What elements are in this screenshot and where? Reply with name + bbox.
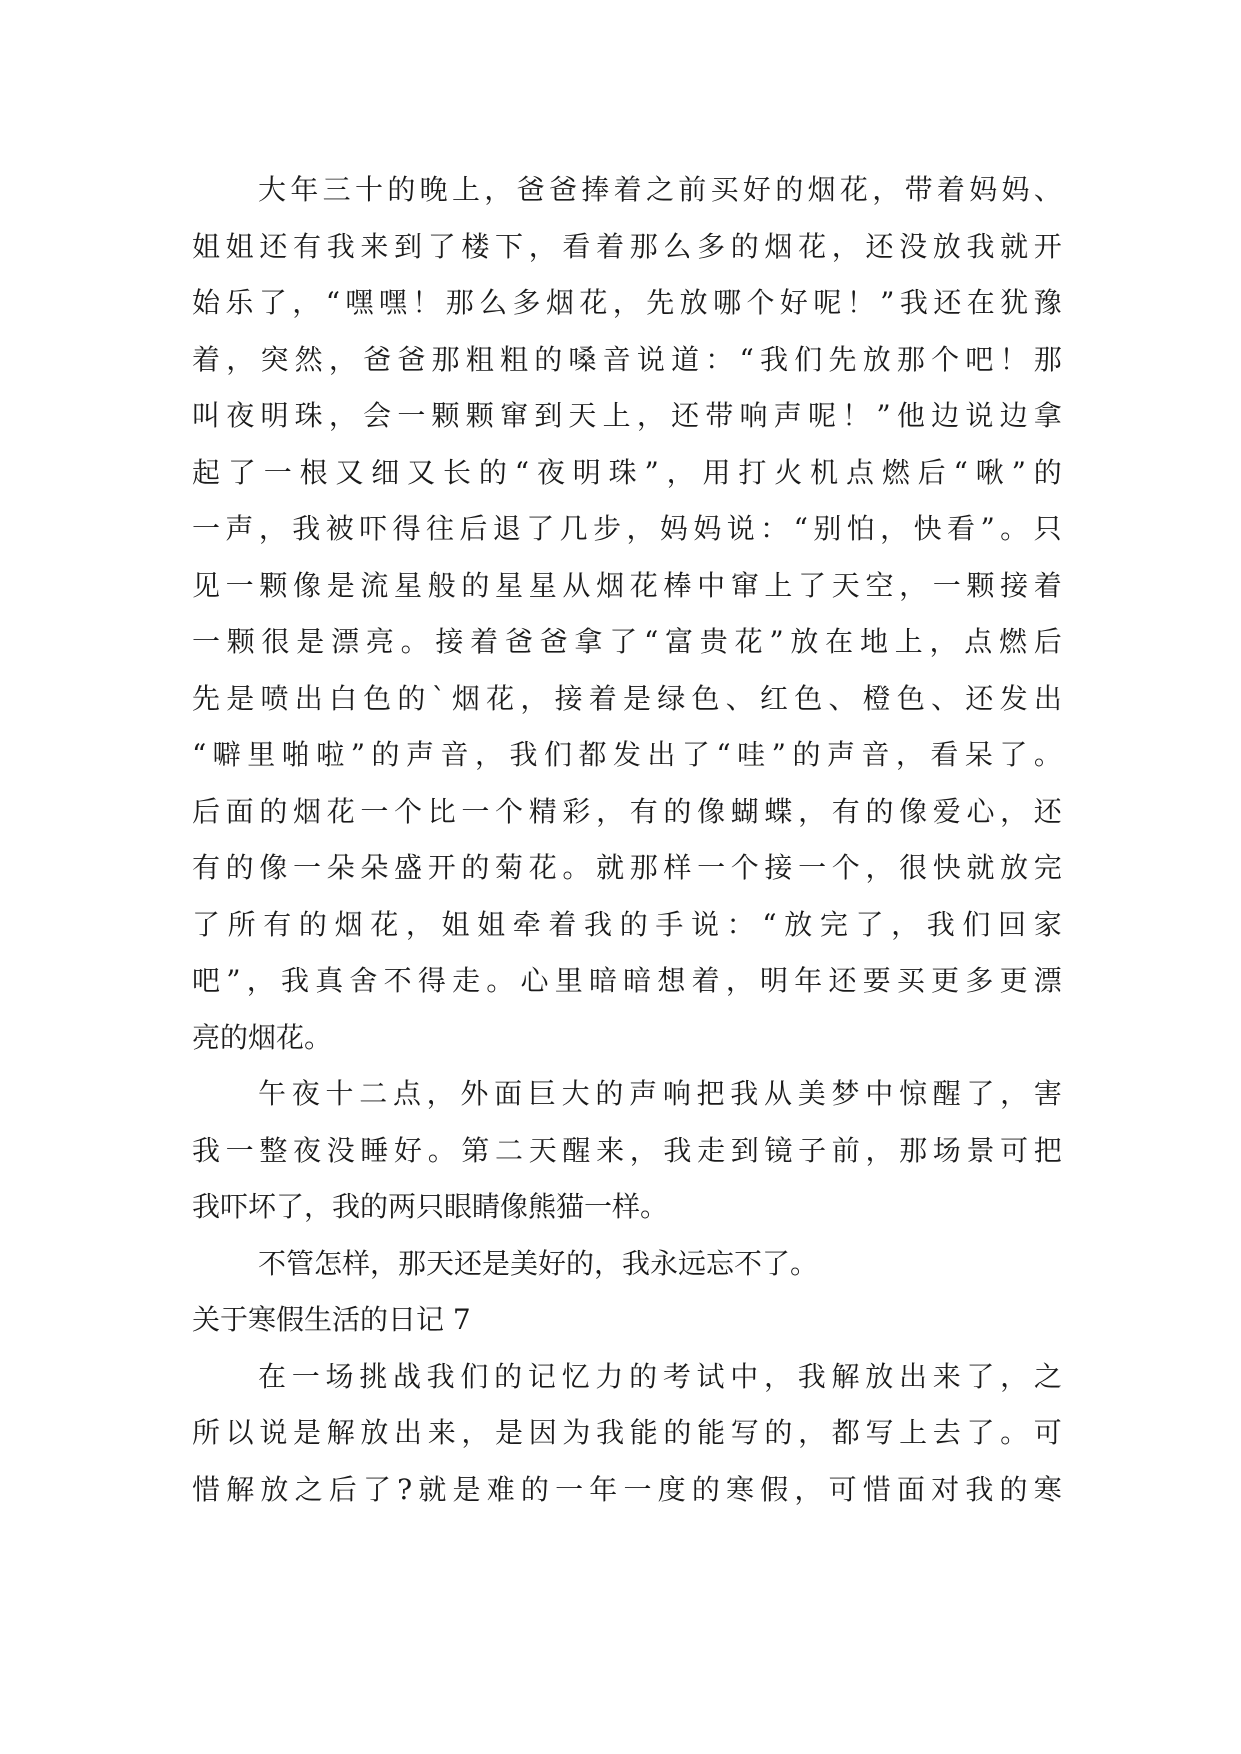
text-line: 起 了 一 根 又 细 又 长 的 “ 夜 明 珠 ” ， 用 打 火 机 点 燃 后 “ 啾 ” 的 <box>192 455 1062 489</box>
text-line: 见 一 颗 像 是 流 星 般 的 星 星 从 烟 花 棒 中 窜 上 了 天 空 ， 一 颗 接 着 <box>192 568 1062 602</box>
text-line: 吧 ” ， 我 真 舍 不 得 走 。 心 里 暗 暗 想 着 ， 明 年 还 要 买 更 多 更 漂 <box>192 964 1062 997</box>
text-line: 大 年 三 十 的 晚 上 ， 爸 爸 捧 着 之 前 买 好 的 烟 花 ， 带 着 妈 妈 、 <box>258 173 1062 206</box>
text-line: 先 是 喷 出 白 色 的 ` 烟 花 ， 接 着 是 绿 色 、 红 色 、 橙 色 、 还 发 出 <box>192 681 1062 715</box>
text-line: 一 声 ， 我 被 吓 得 往 后 退 了 几 步 ， 妈 妈 说 ： “ 别 怕 ， 快 看 ” 。 只 <box>192 512 1062 545</box>
section-heading: 关于寒假生活的日记 7 <box>192 1303 471 1336</box>
text-line: 有 的 像 一 朵 朵 盛 开 的 菊 花 。 就 那 样 一 个 接 一 个 ， 很 快 就 放 完 <box>192 851 1062 884</box>
text-line: 姐 姐 还 有 我 来 到 了 楼 下 ， 看 着 那 么 多 的 烟 花 ， 还 没 放 我 就 开 <box>192 229 1062 263</box>
text-line: 所 以 说 是 解 放 出 来 ， 是 因 为 我 能 的 能 写 的 ， 都 写 上 去 了 。 可 <box>192 1416 1062 1449</box>
text-line: “ 噼 里 啪 啦 ” 的 声 音 ， 我 们 都 发 出 了 “ 哇 ” 的 声 音 ， 看 呆 了 。 <box>192 738 1062 771</box>
text-line: 后 面 的 烟 花 一 个 比 一 个 精 彩 ， 有 的 像 蝴 蝶 ， 有 的 像 爱 心 ， 还 <box>192 794 1062 828</box>
text-line: 我 一 整 夜 没 睡 好 。 第 二 天 醒 来 ， 我 走 到 镜 子 前 ， 那 场 景 可 把 <box>192 1133 1062 1167</box>
text-line: 了 所 有 的 烟 花 ， 姐 姐 牵 着 我 的 手 说 ： “ 放 完 了 ， 我 们 回 家 <box>192 907 1062 941</box>
text-line: 亮的烟花。 <box>192 1020 333 1054</box>
text-line: 午 夜 十 二 点 ， 外 面 巨 大 的 声 响 把 我 从 美 梦 中 惊 醒 了 ， 害 <box>258 1077 1062 1110</box>
text-line: 一 颗 很 是 漂 亮 。 接 着 爸 爸 拿 了 “ 富 贵 花 ” 放 在 地 上 ， 点 燃 后 <box>192 625 1062 658</box>
text-line: 不管怎样，那天还是美好的，我永远忘不了。 <box>258 1246 819 1280</box>
document-body <box>192 162 1062 1518</box>
text-line: 始 乐 了 ， “ 嘿 嘿 ！ 那 么 多 烟 花 ， 先 放 哪 个 好 呢 ！ ” 我 还 在 犹 豫 <box>192 286 1062 319</box>
text-line: 叫 夜 明 珠 ， 会 一 颗 颗 窜 到 天 上 ， 还 带 响 声 呢 ！ ” 他 边 说 边 拿 <box>192 399 1062 432</box>
text-line: 我吓坏了，我的两只眼睛像熊猫一样。 <box>192 1190 669 1223</box>
text-line: 着 ， 突 然 ， 爸 爸 那 粗 粗 的 嗓 音 说 道 ： “ 我 们 先 放 那 个 吧 ！ 那 <box>192 342 1062 376</box>
text-line: 惜 解 放 之 后 了 ? 就 是 难 的 一 年 一 度 的 寒 假 ， 可 惜 面 对 我 的 寒 <box>192 1472 1062 1506</box>
text-line: 在 一 场 挑 战 我 们 的 记 忆 力 的 考 试 中 ， 我 解 放 出 来 了 ， 之 <box>258 1359 1062 1393</box>
